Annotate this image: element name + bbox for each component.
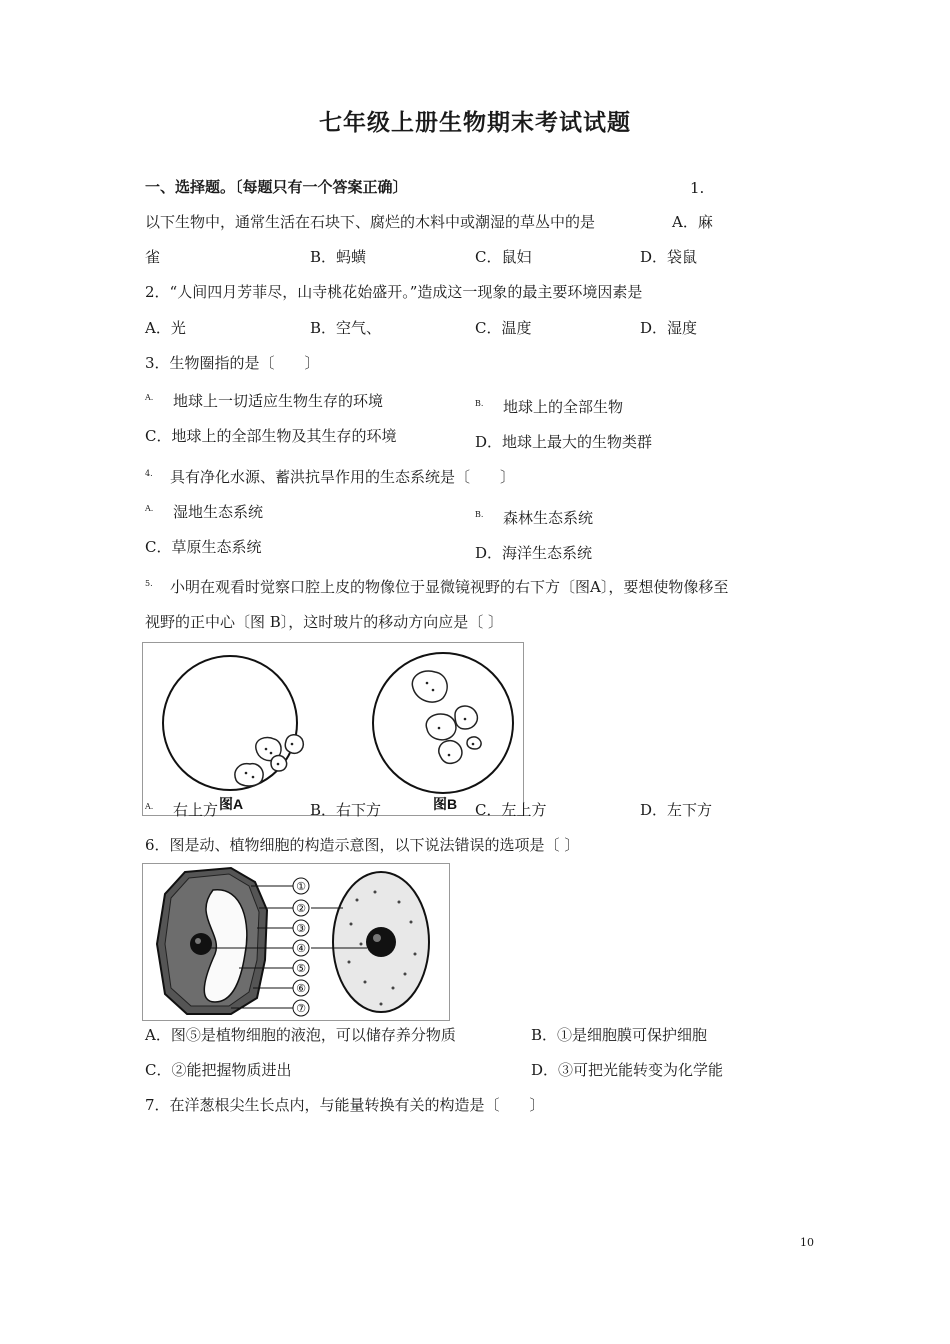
label-6: ⑥ <box>296 982 306 995</box>
question-1-option-a-continued: 雀 <box>145 248 161 266</box>
cell-structure-drawing <box>143 864 449 1020</box>
question-1-option-a: A．麻 <box>672 213 713 231</box>
label-5: ⑤ <box>296 962 306 975</box>
question-1-stem: 以下生物中，通常生活在石块下、腐烂的木料中或潮湿的草丛中的是 <box>145 213 596 231</box>
question-4-option-a: 湿地生态系统 <box>173 503 264 521</box>
question-5-option-a: 右上方 <box>173 801 219 819</box>
question-5-number: 5. <box>145 579 153 588</box>
question-4-option-a-mark: A. <box>145 504 154 513</box>
field-b-cells <box>412 671 481 763</box>
question-6-option-d: D．③可把光能转变为化学能 <box>531 1061 724 1079</box>
question-2-stem: 2．“人间四月芳菲尽，山寺桃花始盛开。”造成这一现象的最主要环境因素是 <box>145 283 643 301</box>
microscope-field-figure <box>142 642 524 816</box>
question-3-stem: 3．生物圈指的是〔 〕 <box>145 354 320 372</box>
question-7-stem: 7．在洋葱根尖生长点内，与能量转换有关的构造是〔 〕 <box>145 1096 545 1114</box>
question-1-option-b: B．蚂蟥 <box>310 248 367 266</box>
question-3-option-a-mark: A. <box>145 393 154 402</box>
question-4-option-b-mark: B. <box>475 510 484 519</box>
question-2-option-c: C．温度 <box>475 319 532 337</box>
figure-b-label: 图B <box>433 796 458 812</box>
plant-cell-nucleolus <box>195 938 201 944</box>
question-3-option-b: 地球上的全部生物 <box>503 398 624 416</box>
question-6-stem: 6．图是动、植物细胞的构造示意图，以下说法错误的选项是〔 〕 <box>145 836 580 854</box>
question-5-option-b: B．右下方 <box>310 801 382 819</box>
page-number: 10 <box>800 1236 814 1249</box>
question-4-option-b: 森林生态系统 <box>503 509 594 527</box>
label-4: ④ <box>296 942 306 955</box>
question-3-option-d: D．地球上最大的生物类群 <box>475 433 653 451</box>
question-4-option-c: C．草原生态系统 <box>145 538 262 556</box>
question-1-number: 1. <box>690 179 705 197</box>
page-title: 七年级上册生物期末考试试题 <box>319 109 631 136</box>
label-3: ③ <box>296 922 306 935</box>
question-6-option-c: C．②能把握物质进出 <box>145 1061 292 1079</box>
question-5-option-c: C．左上方 <box>475 801 547 819</box>
question-2-option-d: D．湿度 <box>640 319 698 337</box>
cell-structure-figure <box>142 863 450 1021</box>
question-5-option-a-mark: A. <box>145 802 154 811</box>
question-6-option-b: B．①是细胞膜可保护细胞 <box>531 1026 708 1044</box>
question-1-option-c: C．鼠妇 <box>475 248 532 266</box>
question-2-option-a: A．光 <box>145 319 186 337</box>
question-3-option-b-mark: B. <box>475 399 484 408</box>
question-5-option-d: D．左下方 <box>640 801 713 819</box>
label-7: ⑦ <box>296 1002 306 1015</box>
question-2-option-b: B．空气、 <box>310 319 382 337</box>
question-4-number: 4. <box>145 469 153 478</box>
label-1: ① <box>296 880 306 893</box>
figure-a-label: 图A <box>219 796 244 812</box>
question-3-option-a: 地球上一切适应生物生存的环境 <box>173 392 384 410</box>
section-heading: 一、选择题。〔每题只有一个答案正确〕 <box>145 178 408 196</box>
plant-cell-nucleus <box>190 933 212 955</box>
question-5-stem-line2: 视野的正中心〔图 B〕，这时玻片的移动方向应是〔 〕 <box>145 613 504 631</box>
question-4-option-d: D．海洋生态系统 <box>475 544 593 562</box>
question-3-option-c: C．地球上的全部生物及其生存的环境 <box>145 427 397 445</box>
microscope-fields-drawing <box>143 643 523 815</box>
question-6-option-a: A．图⑤是植物细胞的液泡，可以储存养分物质 <box>145 1026 456 1044</box>
animal-cell-nucleus <box>366 927 396 957</box>
label-2: ② <box>296 902 306 915</box>
question-5-stem-line1: 小明在观看时觉察口腔上皮的物像位于显微镜视野的右下方〔图A〕，要想使物像移至 <box>170 578 729 596</box>
question-4-stem: 具有净化水源、蓄洪抗旱作用的生态系统是〔 〕 <box>170 468 516 486</box>
question-1-option-d: D．袋鼠 <box>640 248 698 266</box>
animal-cell-nucleolus <box>373 934 381 942</box>
